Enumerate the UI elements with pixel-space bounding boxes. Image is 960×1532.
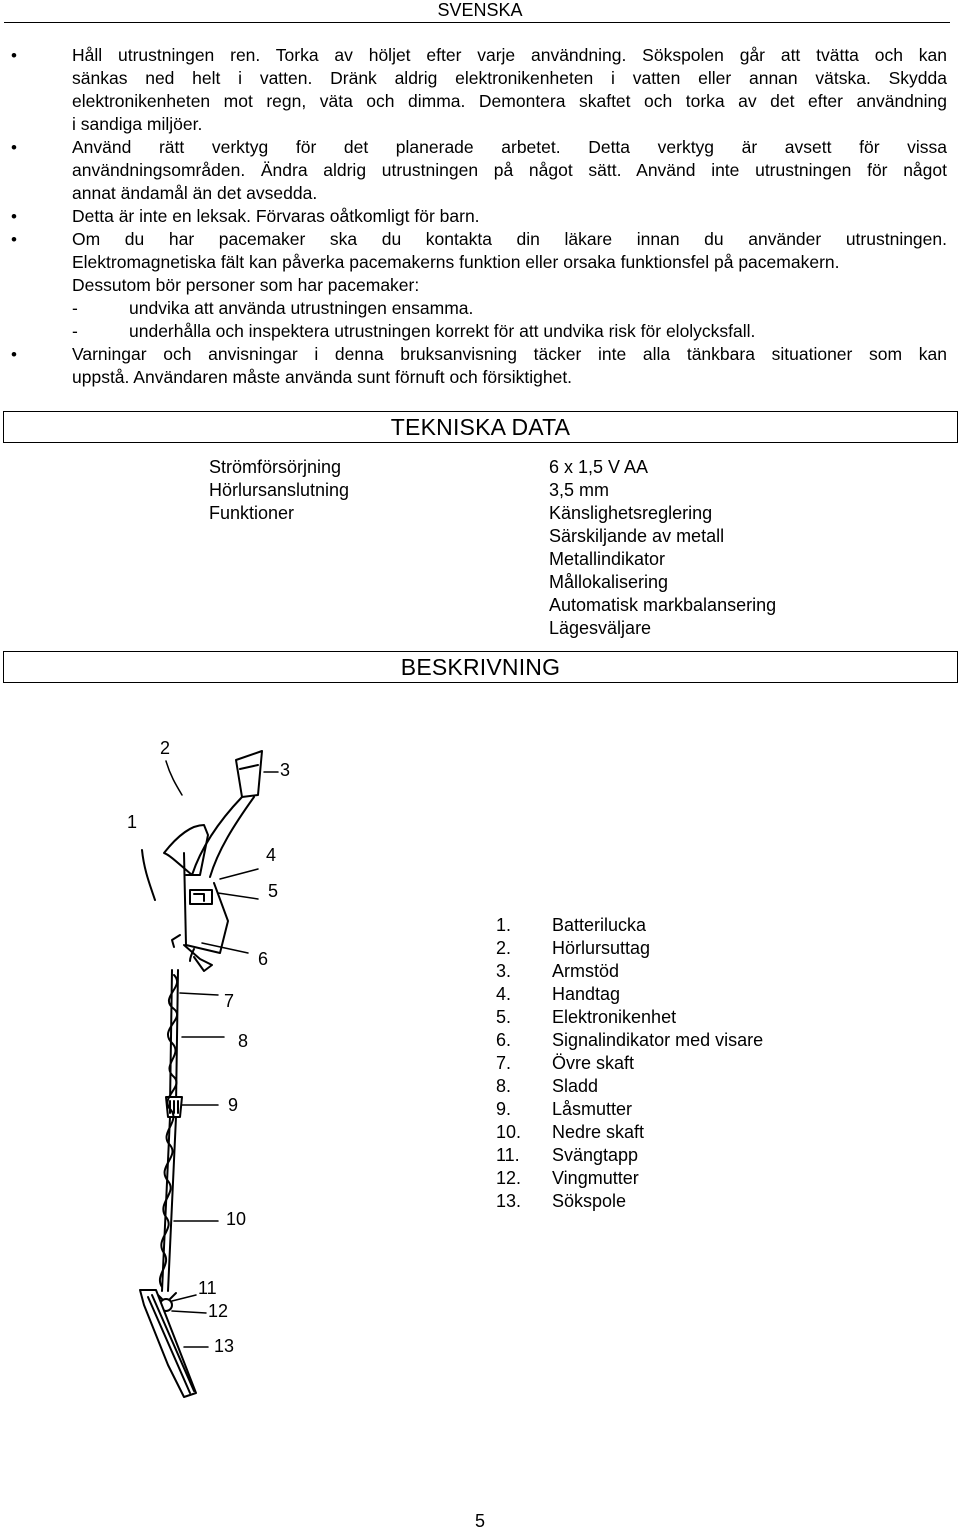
part-item [496,1190,763,1213]
leader-line [180,993,218,995]
part-number: 5. [496,1007,512,1027]
callout-10: 10 [226,1209,247,1229]
spec-value: Lägesväljare [549,618,652,638]
description-header-box [3,651,958,683]
part-name: Elektronikenhet [552,1007,677,1027]
part-name: Batterilucka [552,915,647,935]
subitem-text: undvika att använda utrustningen ensamma. [129,298,474,318]
bullet-cleaning [72,44,947,136]
header-divider [4,22,950,23]
spec-value: Automatisk markbalansering [549,595,777,615]
upper-arm-shape [192,797,242,875]
part-number: 7. [496,1053,512,1073]
part-number: 12. [496,1168,522,1188]
leader-line [172,1311,206,1313]
spec-label: Strömförsörjning [209,457,342,477]
spec-value: Metallindikator [549,549,666,569]
callout-11: 11 [198,1278,217,1298]
callout-1: 1 [127,812,138,832]
part-number: 3. [496,961,512,981]
callout-3: 3 [280,760,291,780]
part-item [496,983,763,1006]
technical-data-header-box [3,411,958,443]
safety-bullet-list [72,44,947,389]
callout-13: 13 [214,1336,235,1356]
leader-line [166,761,182,795]
part-item [496,1098,763,1121]
leader-line [220,869,258,879]
part-number: 11. [496,1145,520,1165]
bullet-line: Dessutom bör personer som har pacemaker: [72,275,420,295]
part-item [496,1075,763,1098]
metal-detector-diagram [100,725,430,1415]
part-item [496,1144,763,1167]
upper-shaft-shape [170,970,172,1105]
pacemaker-subitem [72,297,947,320]
pacemaker-subitem [72,320,947,343]
part-item [496,937,763,960]
part-name: Handtag [552,984,621,1004]
part-item [496,1121,763,1144]
technical-data-title: TEKNISKA DATA [390,414,571,440]
part-item [496,914,763,937]
dash-marker: - [72,298,78,318]
part-name: Vingmutter [552,1168,639,1188]
spec-values [549,456,776,640]
part-name: Armstöd [552,961,620,981]
bullet-warnings [72,343,947,389]
callout-7: 7 [224,991,235,1011]
part-name: Svängtapp [552,1145,639,1165]
bullet-pacemaker [72,228,947,343]
part-name: Hörlursuttag [552,938,651,958]
bullet-line: i sandiga miljöer. [72,114,203,134]
callout-2: 2 [160,738,171,758]
callout-6: 6 [258,949,269,969]
callout-4: 4 [266,845,277,865]
spec-value: 3,5 mm [549,480,610,500]
bullet-not-a-toy [72,205,947,228]
dash-marker: - [72,321,78,341]
part-number: 13. [496,1191,522,1211]
spec-value: Känslighetsreglering [549,503,713,523]
spec-label: Funktioner [209,503,295,523]
bullet-line: annat ändamål än det avsedda. [72,183,318,203]
spec-value: Mållokalisering [549,572,669,592]
electronics-unit-shape [190,890,212,904]
part-name: Sladd [552,1076,599,1096]
page-header-language: SVENSKA [437,0,523,20]
bullet-line: • Detta är inte en leksak. Förvaras oåtkomligt för barn. [72,206,480,226]
bullet-correct-tool [72,136,947,205]
description-title: BESKRIVNING [400,654,561,680]
part-item [496,1167,763,1190]
subitem-text: underhålla och inspektera utrustningen korrekt för att undvika risk för elolycksfall. [129,321,756,341]
part-item [496,1006,763,1029]
bullet-line: • Håll utrustningen ren. Torka av höljet efter varje användning. Sökspolen går att tvätta och kan [72,45,947,65]
callout-9: 9 [228,1095,239,1115]
part-name: Nedre skaft [552,1122,645,1142]
bullet-line: användningsområden. Ändra aldrig utrustningen på något sätt. Använd inte utrustningen för något [72,160,947,180]
part-number: 1. [496,915,512,935]
spec-value: 6 x 1,5 V AA [549,457,649,477]
part-number: 9. [496,1099,512,1119]
callout-5: 5 [268,881,279,901]
bullet-line: Elektromagnetiska fält kan påverka pacemakerns funktion eller orsaka funktionsfel på pacemakern. [72,252,840,272]
spec-value: Särskiljande av metall [549,526,725,546]
part-number: 4. [496,984,512,1004]
part-number: 8. [496,1076,512,1096]
part-item [496,960,763,983]
leader-line [172,1295,196,1301]
spec-labels [209,456,349,525]
leader-line [218,893,258,899]
part-name: Sökspole [552,1191,627,1211]
part-number: 6. [496,1030,512,1050]
callout-12: 12 [208,1301,229,1321]
page-number: 5 [474,1511,485,1531]
bullet-line: • Om du har pacemaker ska du kontakta din läkare innan du använder utrustningen. [72,229,947,249]
leader-line [202,943,248,953]
armrest-shape [236,751,262,797]
bullet-line: sänkas ned helt i vatten. Dränk aldrig elektronikenheten i vatten eller annan vätska. Skydda [72,68,947,88]
callout-8: 8 [238,1031,249,1051]
electronics-housing-shape [164,825,208,875]
part-number: 10. [496,1122,522,1142]
part-name: Övre skaft [552,1053,635,1073]
part-name: Låsmutter [552,1099,633,1119]
spec-label: Hörlursanslutning [209,480,350,500]
part-name: Signalindikator med visare [552,1030,764,1050]
bullet-line: uppstå. Användaren måste använda sunt förnuft och försiktighet. [72,367,573,387]
part-number: 2. [496,938,512,958]
metal-detector-drawing [100,725,430,1415]
parts-list [496,914,763,1213]
part-item [496,1052,763,1075]
part-item [496,1029,763,1052]
bullet-line: • Använd rätt verktyg för det planerade arbetet. Detta verktyg är avsett för vissa [72,137,947,157]
bullet-line: • Varningar och anvisningar i denna bruksanvisning täcker inte alla tänkbara situationer som kan [72,344,947,364]
bullet-line: elektronikenheten mot regn, väta och dimma. Demontera skaftet och torka av det efter användning [72,91,947,111]
